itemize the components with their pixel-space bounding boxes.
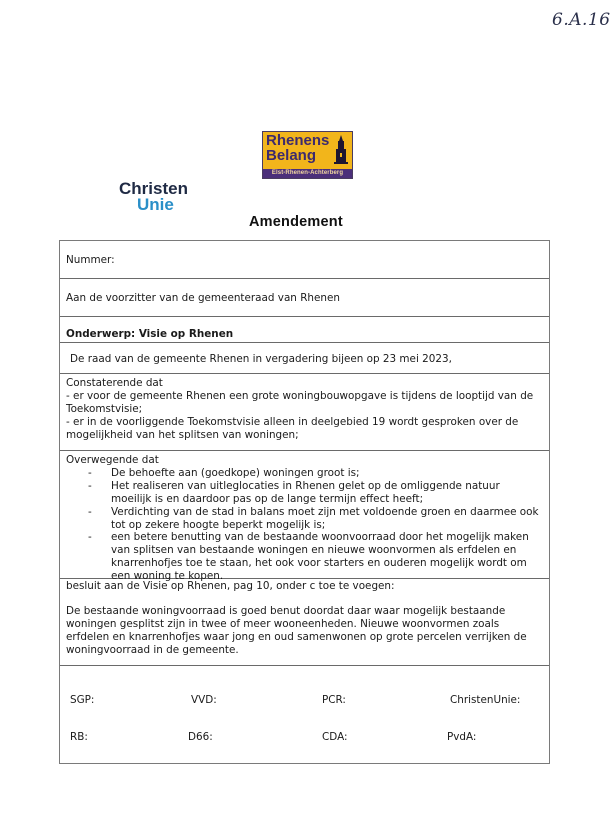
church-tower-icon bbox=[334, 135, 348, 165]
document-title: Amendement bbox=[249, 214, 343, 230]
nummer-row bbox=[60, 241, 549, 279]
addressee-text: Aan de voorzitter van de gemeenteraad van Rhenen bbox=[66, 292, 340, 304]
overwegende-item bbox=[66, 480, 543, 506]
christen-unie-line2: Unie bbox=[137, 195, 174, 214]
party-rb: RB: bbox=[70, 731, 88, 743]
amendment-form bbox=[59, 240, 550, 764]
overwegende-item-text: een betere benutting van de bestaande woonvoorraad door het mogelijk maken van splitsen van bestaande woningen en nieuwe woonvormen als erfdelen en knarrenhofjes toe te staan, het ook voor starters en ouderen mogelijk wordt om een woning te kopen. bbox=[111, 531, 529, 583]
besluit-body: De bestaande woningvoorraad is goed benut doordat daar waar mogelijk bestaande woningen gesplitst zijn in twee of meer wooneenheden. Nieuwe woonvormen zoals erfdelen en knarrenhofjes waar jong en oud samenwonen op grote percelen verrijken de woningvoorraad in de gemeente. bbox=[66, 604, 527, 656]
rhenens-belang-line1: Rhenens bbox=[266, 132, 330, 149]
overwegende-item-text: Verdichting van de stad in balans moet zijn met voldoende groen en daarmee ook tot op zekere hoogte beperkt mogelijk is; bbox=[111, 505, 539, 531]
christen-unie-line1: Christen bbox=[119, 179, 188, 198]
dash-bullet-icon: - bbox=[88, 479, 92, 492]
dash-bullet-icon: - bbox=[88, 531, 92, 544]
dash-bullet-icon: - bbox=[88, 466, 92, 479]
constaterende-item: - er voor de gemeente Rhenen een grote woningbouwopgave is tijdens de looptijd van de Toekomstvisie; bbox=[66, 389, 534, 415]
dash-bullet-icon: - bbox=[88, 505, 92, 518]
party-sgp: SGP: bbox=[70, 694, 95, 706]
rhenens-belang-logo bbox=[262, 131, 353, 179]
overwegende-list bbox=[66, 467, 543, 583]
party-christenunie: ChristenUnie: bbox=[450, 694, 521, 706]
council-meeting-text: De raad van de gemeente Rhenen in vergadering bijeen op 23 mei 2023, bbox=[70, 353, 452, 365]
rhenens-belang-line2: Belang bbox=[266, 147, 317, 164]
party-pcr: PCR: bbox=[322, 694, 346, 706]
subject-text: Onderwerp: Visie op Rhenen bbox=[66, 328, 234, 340]
nummer-label: Nummer: bbox=[66, 254, 115, 266]
overwegende-item bbox=[66, 506, 543, 532]
party-signatures bbox=[60, 666, 549, 763]
overwegende-item-text: De behoefte aan (goedkope) woningen groot is; bbox=[111, 466, 360, 479]
constaterende-heading: Constaterende dat bbox=[66, 377, 163, 389]
besluit-intro: besluit aan de Visie op Rhenen, pag 10, onder c toe te voegen: bbox=[66, 580, 395, 592]
rhenens-belang-subtitle: Elst-Rhenen-Achterberg bbox=[263, 169, 352, 178]
subject-row bbox=[60, 317, 549, 343]
party-cda: CDA: bbox=[322, 731, 348, 743]
overwegende-section bbox=[60, 451, 549, 583]
overwegende-heading: Overwegende dat bbox=[66, 454, 159, 466]
overwegende-item-text: Het realiseren van uitleglocaties in Rhenen gelet op de omliggende natuur moeilijk is en daardoor pas op de lange termijn effect heeft; bbox=[111, 479, 500, 505]
besluit-section bbox=[60, 579, 549, 666]
constaterende-item: - er in de voorliggende Toekomstvisie alleen in deelgebied 19 wordt gesproken over de mogelijkheid van het splitsen van woningen; bbox=[66, 415, 519, 441]
christen-unie-logo bbox=[119, 181, 188, 213]
rhenens-belang-wordmark bbox=[266, 133, 329, 163]
overwegende-item bbox=[66, 531, 543, 583]
party-pvda: PvdA: bbox=[447, 731, 477, 743]
addressee-row bbox=[60, 279, 549, 317]
party-vvd: VVD: bbox=[191, 694, 217, 706]
constaterende-section bbox=[60, 374, 549, 451]
overwegende-item bbox=[66, 467, 543, 480]
council-meeting-row bbox=[60, 343, 549, 374]
handwritten-agenda-code: 6.A.16 bbox=[552, 10, 611, 30]
party-d66: D66: bbox=[188, 731, 213, 743]
